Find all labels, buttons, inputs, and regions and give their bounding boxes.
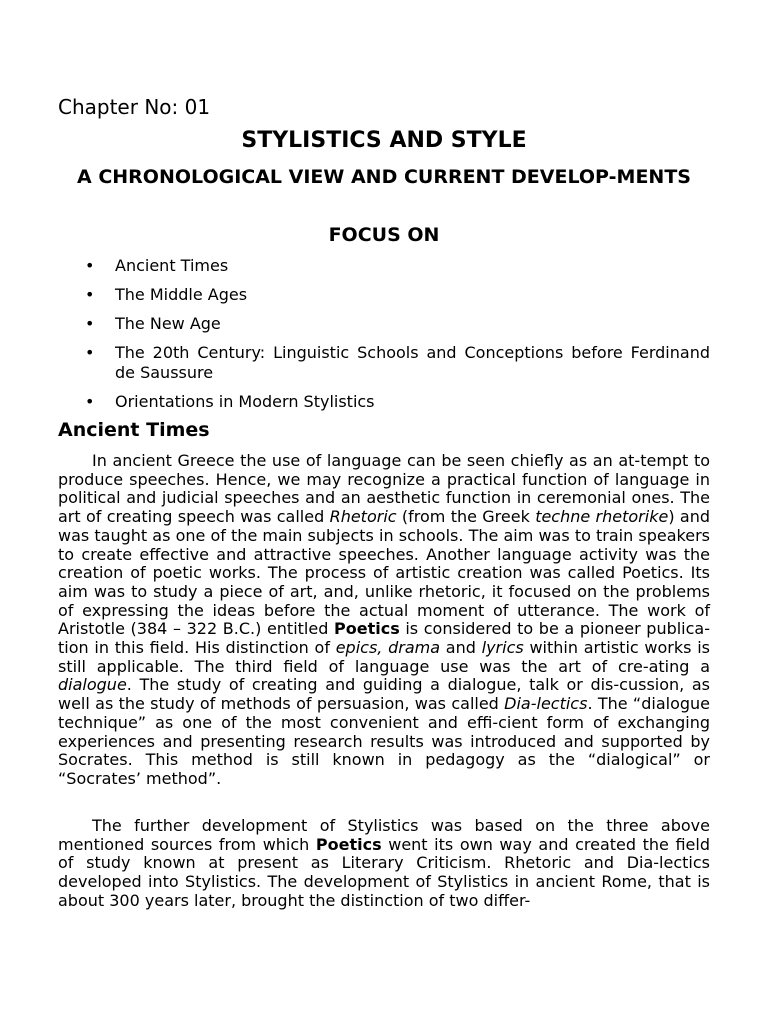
paragraph-1: In ancient Greece the use of language can be seen chiefly as an at-tempt to produce speeches. Hence, we may recognize a practical function of language in political and judicial speeches and an aesthetic function in ceremonial ones. The art of creating speech was called Rhetoric (from the Greek techne rhetorike) and was taught as one of the main subjects in schools. The aim was to train speakers to create effective and attractive speeches. Another language activity was the creation of poetic works. The process of artistic creation was called Poetics. Its aim was to study a piece of art, and, unlike rhetoric, it focused on the problems of expressing the ideas before the actual moment of utterance. The work of Aristotle (384 – 322 B.C.) entitled Poetics is considered to be a pioneer publica-tion in this field. His distinction of epics, drama and lyrics within artistic works is still applicable. The third field of language use was the art of cre-ating a dialogue. The study of creating and guiding a dialogue, talk or dis-cussion, as well as the study of methods of persuasion, was called Dia-lectics. The “dialogue technique” as one of the most convenient and effi-cient form of exchanging experiences and presenting research results was introduced and supported by Socrates. This method is still known in pedagogy as the “dialogical” or “Socrates’ method”. — [58, 451, 711, 788]
list-item: • The New Age — [85, 314, 221, 333]
paragraph-2: The further development of Stylistics was based on the three above mentioned sources from which Poetics went its own way and created the field of study known at present as Literary Criticism. Rhetoric and Dia-lectics developed into Stylistics. The development of Stylistics in ancient Rome, that is about 300 years later, brought the distinction of two differ- — [58, 816, 711, 910]
focus-list — [58, 256, 710, 421]
section-heading: Ancient Times — [58, 419, 210, 441]
focus-heading: FOCUS ON — [328, 224, 440, 246]
bullet-icon: • — [85, 392, 95, 411]
list-item: • Ancient Times — [85, 256, 229, 275]
bullet-icon: • — [85, 285, 95, 304]
list-item: • The 20th Century: Linguistic Schools and Conceptions before Ferdinand de Saussure — [85, 343, 710, 382]
bullet-icon: • — [85, 314, 95, 333]
chapter-title: STYLISTICS AND STYLE — [241, 128, 527, 153]
list-item: • Orientations in Modern Stylistics — [85, 392, 375, 411]
chapter-subtitle: A CHRONOLOGICAL VIEW AND CURRENT DEVELOP-MENTS — [77, 166, 691, 188]
bullet-icon: • — [85, 256, 95, 275]
bullet-icon: • — [85, 343, 95, 362]
chapter-number: Chapter No: 01 — [58, 95, 211, 119]
list-item: • The Middle Ages — [85, 285, 248, 304]
